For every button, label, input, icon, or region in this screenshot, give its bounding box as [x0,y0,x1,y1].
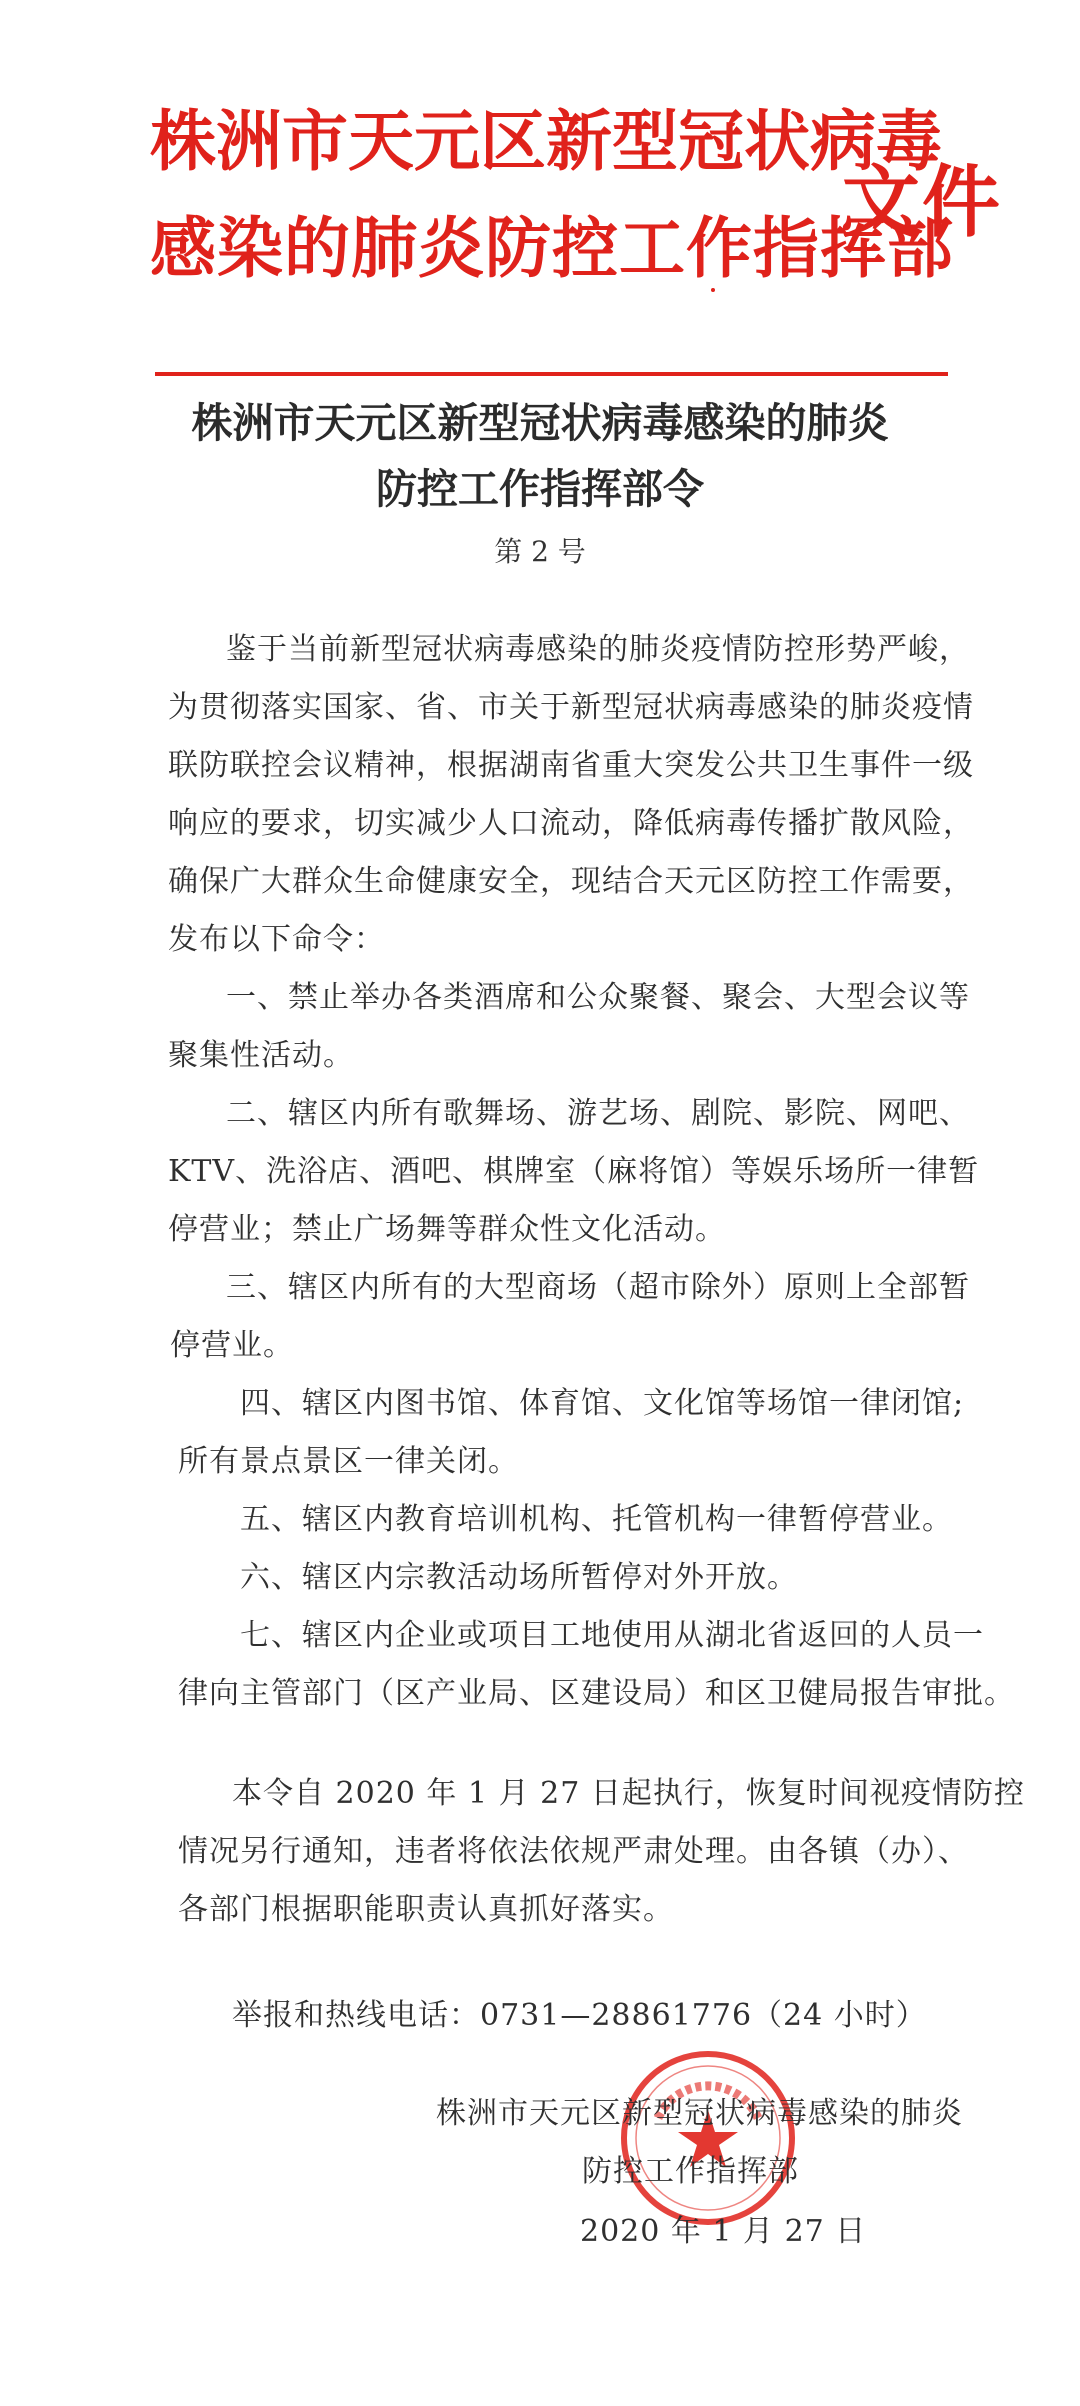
body-line: 联防联控会议精神，根据湖南省重大突发公共卫生事件一级 [168,748,974,783]
body-line: 六、辖区内宗教活动场所暂停对外开放。 [240,1560,798,1595]
body-line: 停营业；禁止广场舞等群众性文化活动。 [168,1212,726,1247]
body-line: 二、辖区内所有歌舞场、游艺场、剧院、影院、网吧、 [226,1096,970,1131]
red-divider [155,372,948,376]
body-line: 聚集性活动。 [168,1038,354,1073]
body-line: 七、辖区内企业或项目工地使用从湖北省返回的人员一 [240,1618,984,1653]
body-line: 发布以下命令： [168,922,385,957]
header-suffix: 文件 [842,157,1003,248]
signature-org-line1: 株洲市天元区新型冠状病毒感染的肺炎 [436,2096,963,2131]
body-line: 确保广大群众生命健康安全，现结合天元区防控工作需要， [168,864,974,899]
signature-org-line2: 防控工作指挥部 [582,2154,799,2189]
hotline-line: 举报和热线电话：0731—28861776（24 小时） [232,1998,927,2033]
body-line: 律向主管部门（区产业局、区建设局）和区卫健局报告审批。 [178,1676,1015,1711]
body-line: KTV、洗浴店、酒吧、棋牌室（麻将馆）等娱乐场所一律暂 [168,1154,980,1189]
order-number: 第 2 号 [494,535,586,568]
header-title-line1: 株洲市天元区新型冠状病毒 [150,102,942,180]
body-line: 停营业。 [170,1328,294,1363]
body-line: 为贯彻落实国家、省、市关于新型冠状病毒感染的肺炎疫情 [168,690,974,725]
body-line: 三、辖区内所有的大型商场（超市除外）原则上全部暂 [226,1270,970,1305]
signature-date: 2020 年 1 月 27 日 [580,2214,867,2249]
header-dot [711,288,715,292]
official-seal-icon [618,2048,798,2228]
body-line: 各部门根据职能职责认真抓好落实。 [178,1892,674,1927]
body-line: 响应的要求，切实减少人口流动，降低病毒传播扩散风险， [168,806,974,841]
header-title-line2: 感染的肺炎防控工作指挥部 [150,209,954,287]
body-line: 一、禁止举办各类酒席和公众聚餐、聚会、大型会议等 [226,980,970,1015]
body-line: 情况另行通知，违者将依法依规严肃处理。由各镇（办）、 [178,1834,969,1869]
body-line: 所有景点景区一律关闭。 [178,1444,519,1479]
body-line: 五、辖区内教育培训机构、托管机构一律暂停营业。 [240,1502,953,1537]
order-title-line2: 防控工作指挥部令 [376,465,704,513]
body-line: 四、辖区内图书馆、体育馆、文化馆等场馆一律闭馆; [240,1386,965,1421]
body-line: 本令自 2020 年 1 月 27 日起执行，恢复时间视疫情防控 [232,1776,1025,1811]
order-title-line1: 株洲市天元区新型冠状病毒感染的肺炎 [191,399,889,447]
body-line: 鉴于当前新型冠状病毒感染的肺炎疫情防控形势严峻， [226,632,970,667]
